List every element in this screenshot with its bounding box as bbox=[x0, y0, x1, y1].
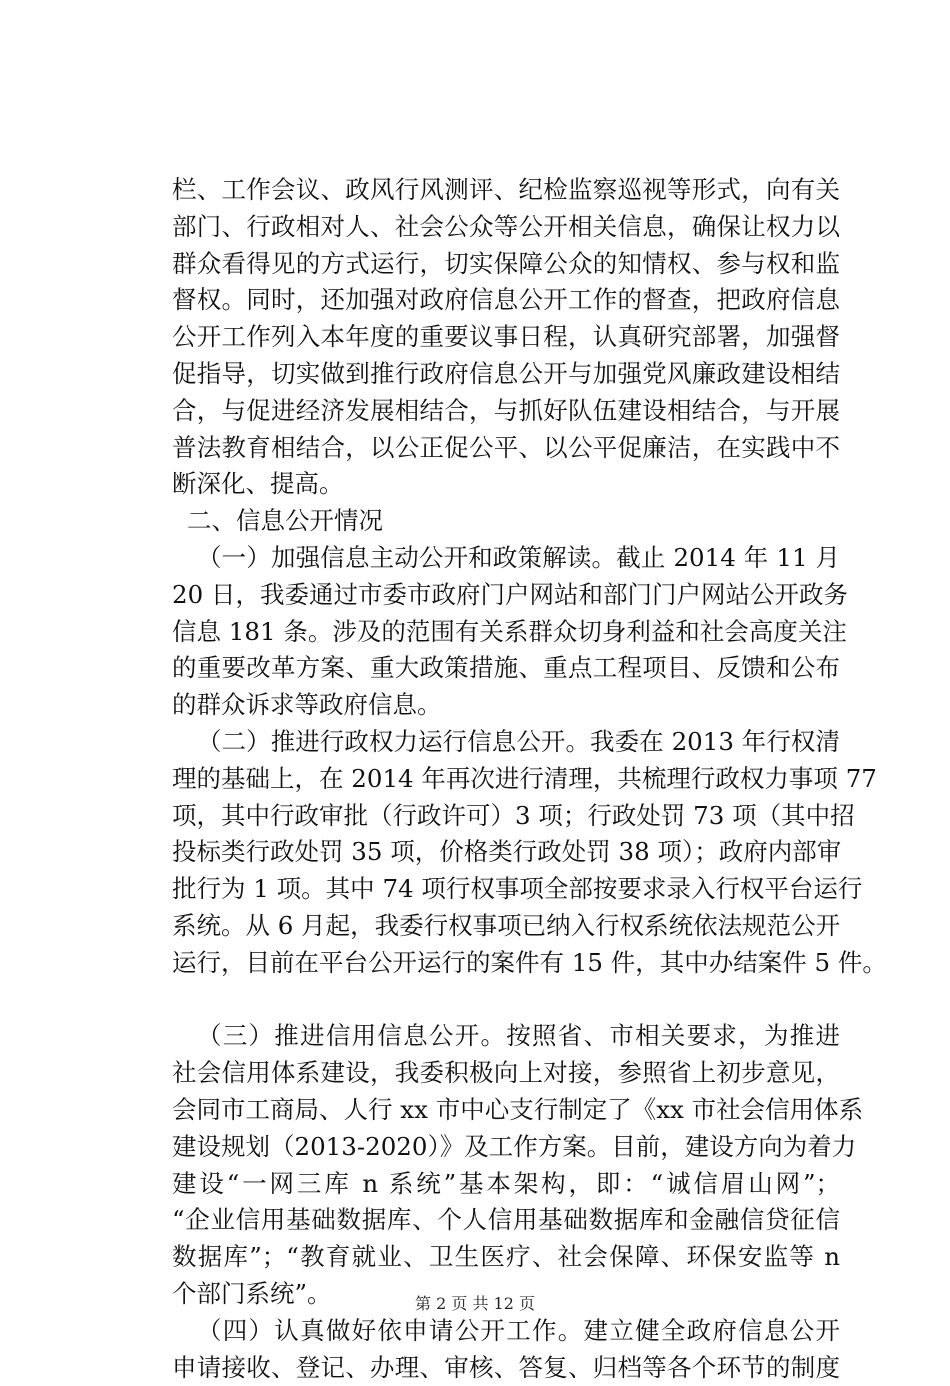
text-line: 促指导，切实做到推行政府信息公开与加强党风廉政建设相结 bbox=[172, 356, 840, 393]
text-line: （四）认真做好依申请公开工作。建立健全政府信息公开 bbox=[172, 1313, 840, 1350]
text-line: 数据库”；“教育就业、卫生医疗、社会保障、环保安监等 n bbox=[172, 1239, 840, 1276]
text-line: （一）加强信息主动公开和政策解读。截止 2014 年 11 月 bbox=[172, 540, 840, 577]
text-line: 项，其中行政审批（行政许可）3 项；行政处罚 73 项（其中招 bbox=[172, 798, 840, 835]
text-line: 建设规划（2013-2020）》及工作方案。目前，建设方向为着力 bbox=[172, 1129, 840, 1166]
paragraph-power-operation bbox=[172, 724, 840, 982]
text-line: 系统。从 6 月起，我委行权事项已纳入行权系统依法规范公开 bbox=[172, 908, 840, 945]
paragraph-credit-info bbox=[172, 1018, 840, 1312]
text-line: 栏、工作会议、政风行风测评、纪检监察巡视等形式，向有关 bbox=[172, 172, 840, 209]
text-line: 建设“一网三库 n 系统”基本架构，即：“诚信眉山网”； bbox=[172, 1166, 840, 1203]
text-line: 断深化、提高。 bbox=[172, 466, 840, 503]
document-body bbox=[172, 172, 840, 1386]
text-line: 个部门系统”。 bbox=[172, 1276, 840, 1313]
section-heading bbox=[172, 503, 840, 540]
page-number-footer: 第 2 页 共 12 页 bbox=[0, 1291, 950, 1314]
text-line: 信息 181 条。涉及的范围有关系群众切身利益和社会高度关注 bbox=[172, 614, 840, 651]
text-line: 部门、行政相对人、社会公众等公开相关信息，确保让权力以 bbox=[172, 209, 840, 246]
paragraph-on-request bbox=[172, 1313, 840, 1386]
text-line: 社会信用体系建设，我委积极向上对接，参照省上初步意见， bbox=[172, 1055, 840, 1092]
text-line: 申请接收、登记、办理、审核、答复、归档等各个环节的制度 bbox=[172, 1350, 840, 1386]
text-line: 的重要改革方案、重大政策措施、重点工程项目、反馈和公布 bbox=[172, 650, 840, 687]
heading-text: 二、信息公开情况 bbox=[172, 503, 840, 540]
text-line: （三）推进信用信息公开。按照省、市相关要求，为推进 bbox=[172, 1018, 840, 1055]
text-line: “企业信用基础数据库、个人信用基础数据库和金融信贷征信 bbox=[172, 1202, 840, 1239]
text-line: 普法教育相结合，以公正促公平、以公平促廉洁，在实践中不 bbox=[172, 430, 840, 467]
text-line: 理的基础上，在 2014 年再次进行清理，共梳理行政权力事项 77 bbox=[172, 761, 840, 798]
text-line: 运行，目前在平台公开运行的案件有 15 件，其中办结案件 5 件。 bbox=[172, 945, 840, 982]
text-line: 公开工作列入本年度的重要议事日程，认真研究部署，加强督 bbox=[172, 319, 840, 356]
paragraph-oversight bbox=[172, 172, 840, 503]
text-line: 会同市工商局、人行 xx 市中心支行制定了《xx 市社会信用体系 bbox=[172, 1092, 840, 1129]
text-line: 20 日，我委通过市委市政府门户网站和部门门户网站公开政务 bbox=[172, 577, 840, 614]
paragraph-spacer bbox=[172, 982, 840, 1019]
text-line: 群众看得见的方式运行，切实保障公众的知情权、参与权和监 bbox=[172, 246, 840, 283]
text-line: 督权。同时，还加强对政府信息公开工作的督查，把政府信息 bbox=[172, 282, 840, 319]
text-line: 合，与促进经济发展相结合，与抓好队伍建设相结合，与开展 bbox=[172, 393, 840, 430]
text-line: 投标类行政处罚 35 项，价格类行政处罚 38 项）；政府内部审 bbox=[172, 834, 840, 871]
text-line: 批行为 1 项。其中 74 项行权事项全部按要求录入行权平台运行 bbox=[172, 871, 840, 908]
paragraph-active-disclosure bbox=[172, 540, 840, 724]
text-line: （二）推进行政权力运行信息公开。我委在 2013 年行权清 bbox=[172, 724, 840, 761]
text-line: 的群众诉求等政府信息。 bbox=[172, 687, 840, 724]
